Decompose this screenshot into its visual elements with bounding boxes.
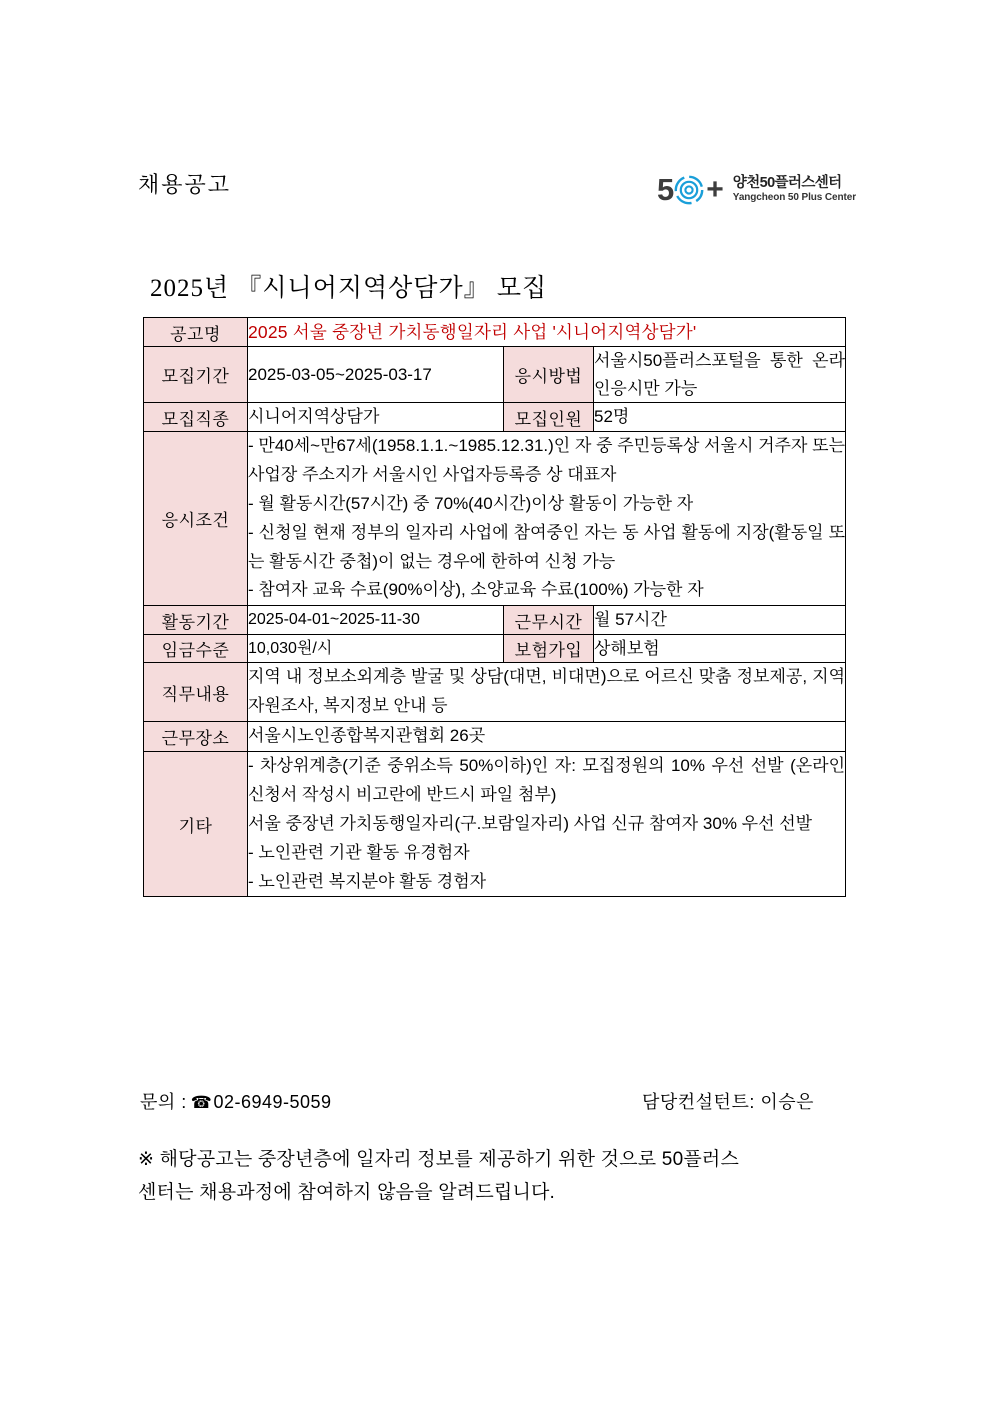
value-application-method: 서울시50플러스포털을 통한 온라인응시만 가능 (594, 347, 846, 403)
label-working-hours: 근무시간 (504, 606, 594, 635)
value-activity-period: 2025-04-01~2025-11-30 (248, 606, 504, 635)
inquiry-label: 문의 : (140, 1092, 187, 1112)
label-eligibility: 응시조건 (144, 431, 248, 605)
value-eligibility (248, 431, 846, 605)
value-working-hours: 월 57시간 (594, 606, 846, 635)
job-notice-table (143, 317, 846, 897)
document-kicker: 채용공고 (138, 172, 232, 197)
label-recruit-period: 모집기간 (144, 347, 248, 403)
label-etc: 기타 (144, 752, 248, 897)
disclaimer-line: 센터는 채용과정에 참여하지 않음을 알려드립니다. (138, 1182, 556, 1204)
contact-row (140, 1088, 850, 1114)
label-application-method: 응시방법 (504, 347, 594, 403)
logo-text (733, 176, 856, 204)
table-row-wage (144, 634, 846, 663)
label-headcount: 모집인원 (504, 403, 594, 432)
document-header (138, 172, 856, 222)
table-row-notice-name (144, 318, 846, 347)
logo-name-korean: 양천50플러스센터 (732, 174, 842, 191)
table-row-recruit-period (144, 347, 846, 403)
label-wage: 임금수준 (144, 634, 248, 663)
label-job-type: 모집직종 (144, 403, 248, 432)
eligibility-line: - 참여자 교육 수료(90%이상), 소양교육 수료(100%) 가능한 자 (248, 580, 704, 600)
table-row-eligibility (144, 431, 846, 605)
consultant-name: 담당컨설턴트: 이승은 (642, 1092, 814, 1112)
eligibility-line: - 만40세~만67세(1958.1.1.~1985.12.31.)인 자 중 주민등록상 서울시 거주자 또는 사업장 주소지가 서울시인 사업자등록증 상 대표자 (248, 435, 845, 484)
etc-line: - 차상위계층(기준 중위소득 50%이하)인 자: 모집정원의 10% 우선 선발 (온라인 신청서 작성시 비고란에 반드시 파일 첨부) (248, 756, 845, 804)
table-row-job-type (144, 403, 846, 432)
etc-line: - 노인관련 복지분야 활동 경험자 (248, 871, 487, 891)
eligibility-line: - 신청일 현재 정부의 일자리 사업에 참여중인 자는 동 사업 활동에 지장(활동일 또는 활동시간 중첩)이 없는 경우에 한하여 신청 가능 (248, 522, 845, 571)
table-row-etc (144, 752, 846, 897)
value-job-type: 시니어지역상담가 (248, 403, 504, 432)
telephone-icon: ☎ (190, 1093, 213, 1112)
logo-digit-five: 5 (657, 172, 674, 207)
value-duties (248, 663, 846, 722)
logo-plus-icon: + (706, 172, 724, 206)
label-duties: 직무내용 (144, 663, 248, 722)
table-row-workplace (144, 722, 846, 752)
logo-name-english: Yangcheon 50 Plus Center (732, 191, 856, 203)
etc-line: - 노인관련 기관 활동 유경험자 (248, 842, 470, 862)
disclaimer-line: ※ 해당공고는 중장년층에 일자리 정보를 제공하기 위한 것으로 50플러스 (138, 1149, 739, 1170)
value-wage: 10,030원/시 (248, 634, 504, 663)
table-row-duties (144, 663, 846, 722)
disclaimer-note (138, 1143, 852, 1210)
value-etc (248, 752, 846, 897)
value-workplace: 서울시노인종합복지관협회 26곳 (248, 722, 846, 752)
page-title: 2025년 『시니어지역상담가』 모집 (150, 275, 548, 302)
value-headcount: 52명 (594, 403, 846, 432)
label-workplace: 근무장소 (144, 722, 248, 752)
logo-ring-icon (674, 175, 704, 205)
value-notice-name: 2025 서울 중장년 가치동행일자리 사업 '시니어지역상담가' (248, 318, 846, 347)
inquiry-phone-number: 02-6949-5059 (213, 1092, 332, 1112)
label-notice-name: 공고명 (144, 318, 248, 347)
label-insurance: 보험가입 (504, 634, 594, 663)
value-insurance: 상해보험 (594, 634, 846, 663)
table-row-activity-period (144, 606, 846, 635)
etc-line: 서울 중장년 가치동행일자리(구.보람일자리) 사업 신규 참여자 30% 우선 선발 (248, 813, 813, 833)
label-activity-period: 활동기간 (144, 606, 248, 635)
organization-logo (657, 174, 856, 205)
duties-line: 지역 내 정보소외계층 발굴 및 상담(대면, 비대면)으로 어르신 맞춤 정보제공, 지역자원조사, 복지정보 안내 등 (248, 667, 845, 716)
value-recruit-period: 2025-03-05~2025-03-17 (248, 347, 504, 403)
inquiry-block (140, 1088, 332, 1114)
eligibility-line: - 월 활동시간(57시간) 중 70%(40시간)이상 활동이 가능한 자 (248, 493, 694, 513)
logo-mark (657, 174, 724, 205)
